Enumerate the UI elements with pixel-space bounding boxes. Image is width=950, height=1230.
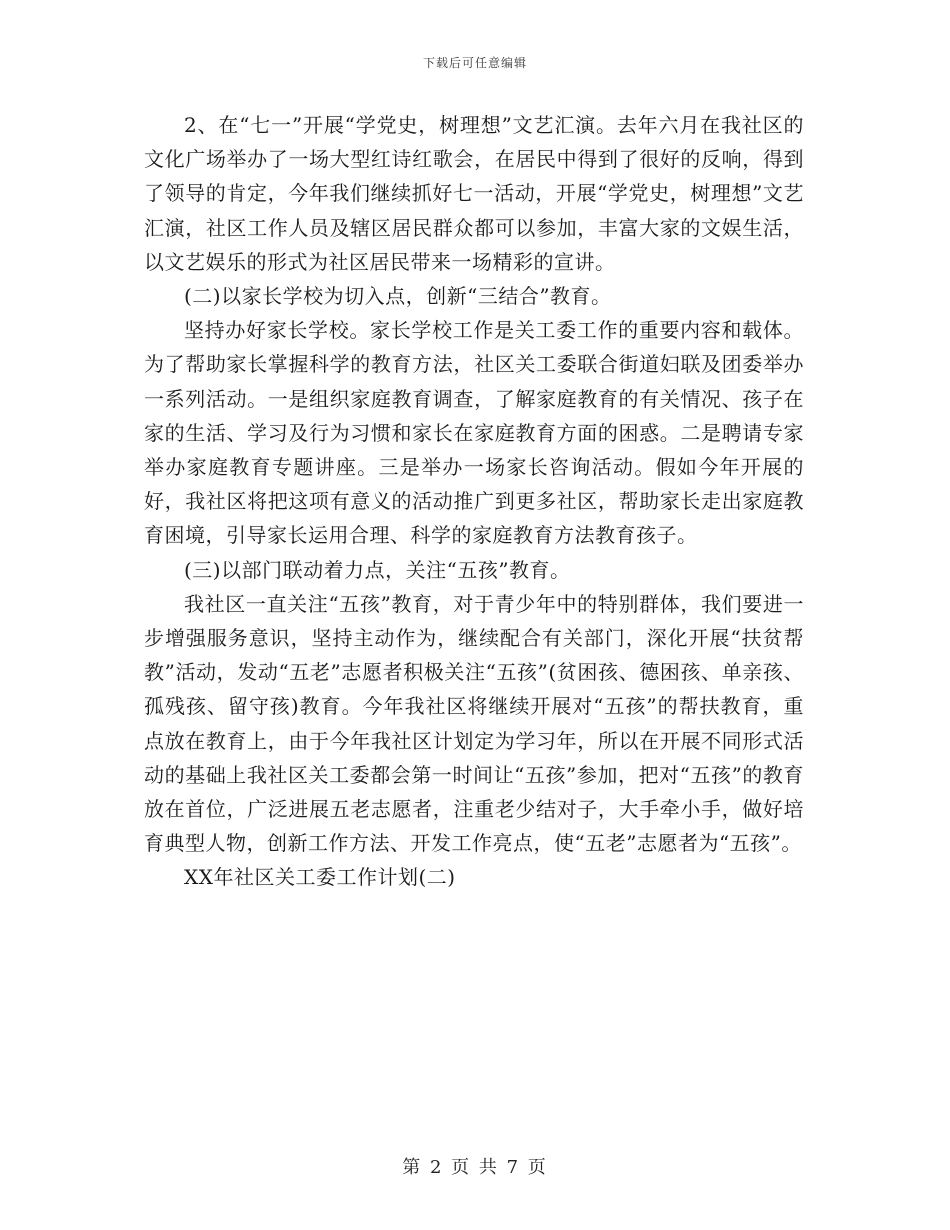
next-section-title: XX年社区关工委工作计划(二) [184, 865, 456, 890]
section-heading-3: (三)以部门联动着力点，关注“五孩”教育。 [184, 557, 571, 582]
paragraph-five-children: 我社区一直关注“五孩”教育，对于青少年中的特别群体，我们要进一步增强服务意识，坚持主动作为，继续配合有关部门，深化开展“扶贫帮教”活动，发动“五老”志愿者积极关注“五孩”(贫困孩、德困孩、单亲孩、孤残孩、留守孩)教育。今年我社区将继续开展对“五孩”的帮扶教育，重点放在教育上，由于今年我社区计划定为学习年，所以在开展不同形式活动的基础上我社区关工委都会第一时间让“五孩”参加，把对“五孩”的教育放在首位，广泛进展五老志愿者，注重老少结对子，大手牵小手，做好培育典型人物，创新工作方法、开发工作亮点，使“五老”志愿者为“五孩”。 [144, 591, 804, 856]
page-number-footer: 第 2 页 共 7 页 [402, 1157, 548, 1178]
paragraph-parent-school: 坚持办好家长学校。家长学校工作是关工委工作的重要内容和载体。为了帮助家长掌握科学的教育方法，社区关工委联合街道妇联及团委举办一系列活动。一是组织家庭教育调查，了解家庭教育的有关情况、孩子在家的生活、学习及行为习惯和家长在家庭教育方面的困惑。二是聘请专家举办家庭教育专题讲座。三是举办一场家长咨询活动。假如今年开展的好，我社区将把这项有意义的活动推广到更多社区，帮助家长走出家庭教育困境，引导家长运用合理、科学的家庭教育方法教育孩子。 [144, 318, 804, 548]
paragraph-activity-2: 2、在“七一”开展“学党史，树理想”文艺汇演。去年六月在我社区的文化广场举办了一场大型红诗红歌会，在居民中得到了很好的反响，得到了领导的肯定，今年我们继续抓好七一活动，开展“学党史，树理想”文艺汇演，社区工作人员及辖区居民群众都可以参加，丰富大家的文娱生活，以文艺娱乐的形式为社区居民带来一场精彩的宣讲。 [144, 113, 804, 274]
document-body [144, 108, 804, 895]
page-header: 下载后可任意编辑 [422, 56, 527, 70]
section-heading-2: (二)以家长学校为切入点，创新“三结合”教育。 [184, 284, 612, 309]
